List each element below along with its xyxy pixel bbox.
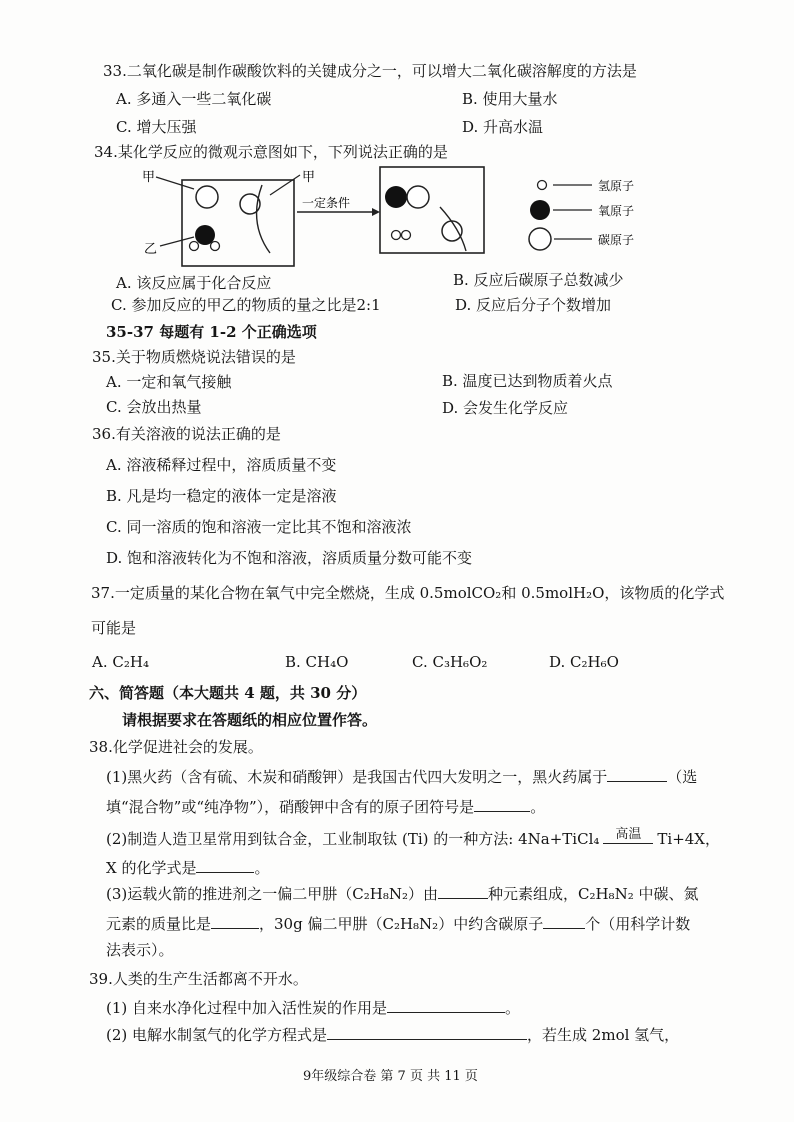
q38-part3-line2: 元素的质量比是 ，30g 偏二甲肼（C₂H₈N₂）中约含碳原子 个（用科学计数 <box>106 915 691 933</box>
q39-part1: (1) 自来水净化过程中加入活性炭的作用是 。 <box>106 999 521 1017</box>
q33-stem: 33.二氧化碳是制作碳酸饮料的关键成分之一，可以增大二氧化碳溶解度的方法是 <box>103 62 637 80</box>
q35-stem: 35.关于物质燃烧说法错误的是 <box>92 348 296 366</box>
answer-blank[interactable] <box>438 884 488 899</box>
hydrogen-atom <box>392 231 401 240</box>
q33-option-a: A. 多通入一些二氧化碳 <box>116 90 272 108</box>
q34-option-d: D. 反应后分子个数增加 <box>455 296 612 314</box>
label-jia-right: 甲 <box>302 170 316 185</box>
carbon-atom <box>196 186 218 208</box>
q36-option-d: D. 饱和溶液转化为不饱和溶液，溶质质量分数可能不变 <box>106 549 473 567</box>
label-yi: 乙 <box>144 242 158 257</box>
legend-hydrogen: 氢原子 <box>598 179 635 193</box>
reaction-condition: 高温 <box>603 837 653 844</box>
q33-option-b: B. 使用大量水 <box>462 90 558 108</box>
q35-option-b: B. 温度已达到物质着火点 <box>442 372 613 390</box>
legend-carbon-icon <box>529 228 551 250</box>
q38-part1-line1: (1)黑火药（含有硫、木炭和硝酸钾）是我国古代四大发明之一，黑火药属于 （选 <box>106 768 698 786</box>
q38-part2-line2: X 的化学式是 。 <box>106 859 270 877</box>
hydrogen-atom <box>402 231 411 240</box>
answer-blank[interactable] <box>607 767 667 782</box>
section6-title: 六、简答题（本大题共 4 题，共 30 分） <box>89 684 367 702</box>
answer-blank[interactable] <box>196 858 254 873</box>
answer-blank[interactable] <box>387 998 505 1013</box>
section-note: 35-37 每题有 1-2 个正确选项 <box>106 323 317 341</box>
q36-option-c: C. 同一溶质的饱和溶液一定比其不饱和溶液浓 <box>106 518 412 536</box>
q37-option-d: D. C₂H₆O <box>549 653 619 671</box>
answer-blank[interactable] <box>543 914 585 929</box>
carbon-atom <box>442 221 462 241</box>
answer-blank[interactable] <box>211 914 259 929</box>
reaction-micro-diagram <box>130 163 650 273</box>
q38-stem: 38.化学促进社会的发展。 <box>89 738 263 756</box>
q37-stem-line2: 可能是 <box>91 619 137 637</box>
q35-option-a: A. 一定和氧气接触 <box>106 373 232 391</box>
q37-option-c: C. C₃H₆O₂ <box>412 653 488 671</box>
q39-part2: (2) 电解水制氢气的化学方程式是 ，若生成 2mol 氢气， <box>106 1026 680 1044</box>
q34-stem: 34.某化学反应的微观示意图如下，下列说法正确的是 <box>94 143 448 161</box>
legend-hydrogen-icon <box>538 181 547 190</box>
label-jia-left: 甲 <box>142 170 156 185</box>
q33-option-c: C. 增大压强 <box>116 118 197 136</box>
answer-blank[interactable] <box>327 1025 527 1040</box>
q39-stem: 39.人类的生产生活都离不开水。 <box>89 970 308 988</box>
q34-option-a: A. 该反应属于化合反应 <box>116 274 272 292</box>
q35-option-c: C. 会放出热量 <box>106 398 202 416</box>
q38-part1-line2: 填“混合物”或“纯净物”），硝酸钾中含有的原子团符号是 。 <box>106 798 546 816</box>
q38-part2-line1: (2)制造人造卫星常用到钛合金，工业制取钛 (Ti) 的一种方法: 4Na+TiCl₄ 高温 Ti+4X， <box>106 827 720 848</box>
q36-option-b: B. 凡是均一稳定的液体一定是溶液 <box>106 487 337 505</box>
page-footer: 9年级综合卷 第 7 页 共 11 页 <box>303 1069 478 1084</box>
answer-blank[interactable] <box>474 797 530 812</box>
hydrogen-atom <box>211 242 220 251</box>
q38-part3-line3: 法表示）。 <box>106 941 174 959</box>
legend-carbon: 碳原子 <box>598 233 635 247</box>
q37-option-a: A. C₂H₄ <box>92 653 149 671</box>
q34-option-b: B. 反应后碳原子总数减少 <box>453 271 624 289</box>
q37-option-b: B. CH₄O <box>285 653 349 671</box>
legend-oxygen: 氧原子 <box>598 204 635 218</box>
arrow-label: 一定条件 <box>302 196 351 210</box>
q33-option-d: D. 升高水温 <box>462 118 544 136</box>
oxygen-atom <box>385 186 407 208</box>
q38-part3-line1: (3)运载火箭的推进剂之一偏二甲肼（C₂H₈N₂）由 种元素组成，C₂H₈N₂ 中碳、氮 <box>106 885 699 903</box>
q34-option-c: C. 参加反应的甲乙的物质的量之比是2:1 <box>111 296 381 314</box>
section6-instruction: 请根据要求在答题纸的相应位置作答。 <box>122 711 378 729</box>
legend-oxygen-icon <box>530 200 550 220</box>
q36-stem: 36.有关溶液的说法正确的是 <box>92 425 281 443</box>
q36-option-a: A. 溶液稀释过程中，溶质质量不变 <box>106 456 337 474</box>
q35-option-d: D. 会发生化学反应 <box>442 399 569 417</box>
q37-stem-line1: 37.一定质量的某化合物在氧气中完全燃烧，生成 0.5molCO₂和 0.5molH₂O，该物质的化学式 <box>91 584 725 602</box>
carbon-atom <box>407 186 429 208</box>
hydrogen-atom <box>190 242 199 251</box>
